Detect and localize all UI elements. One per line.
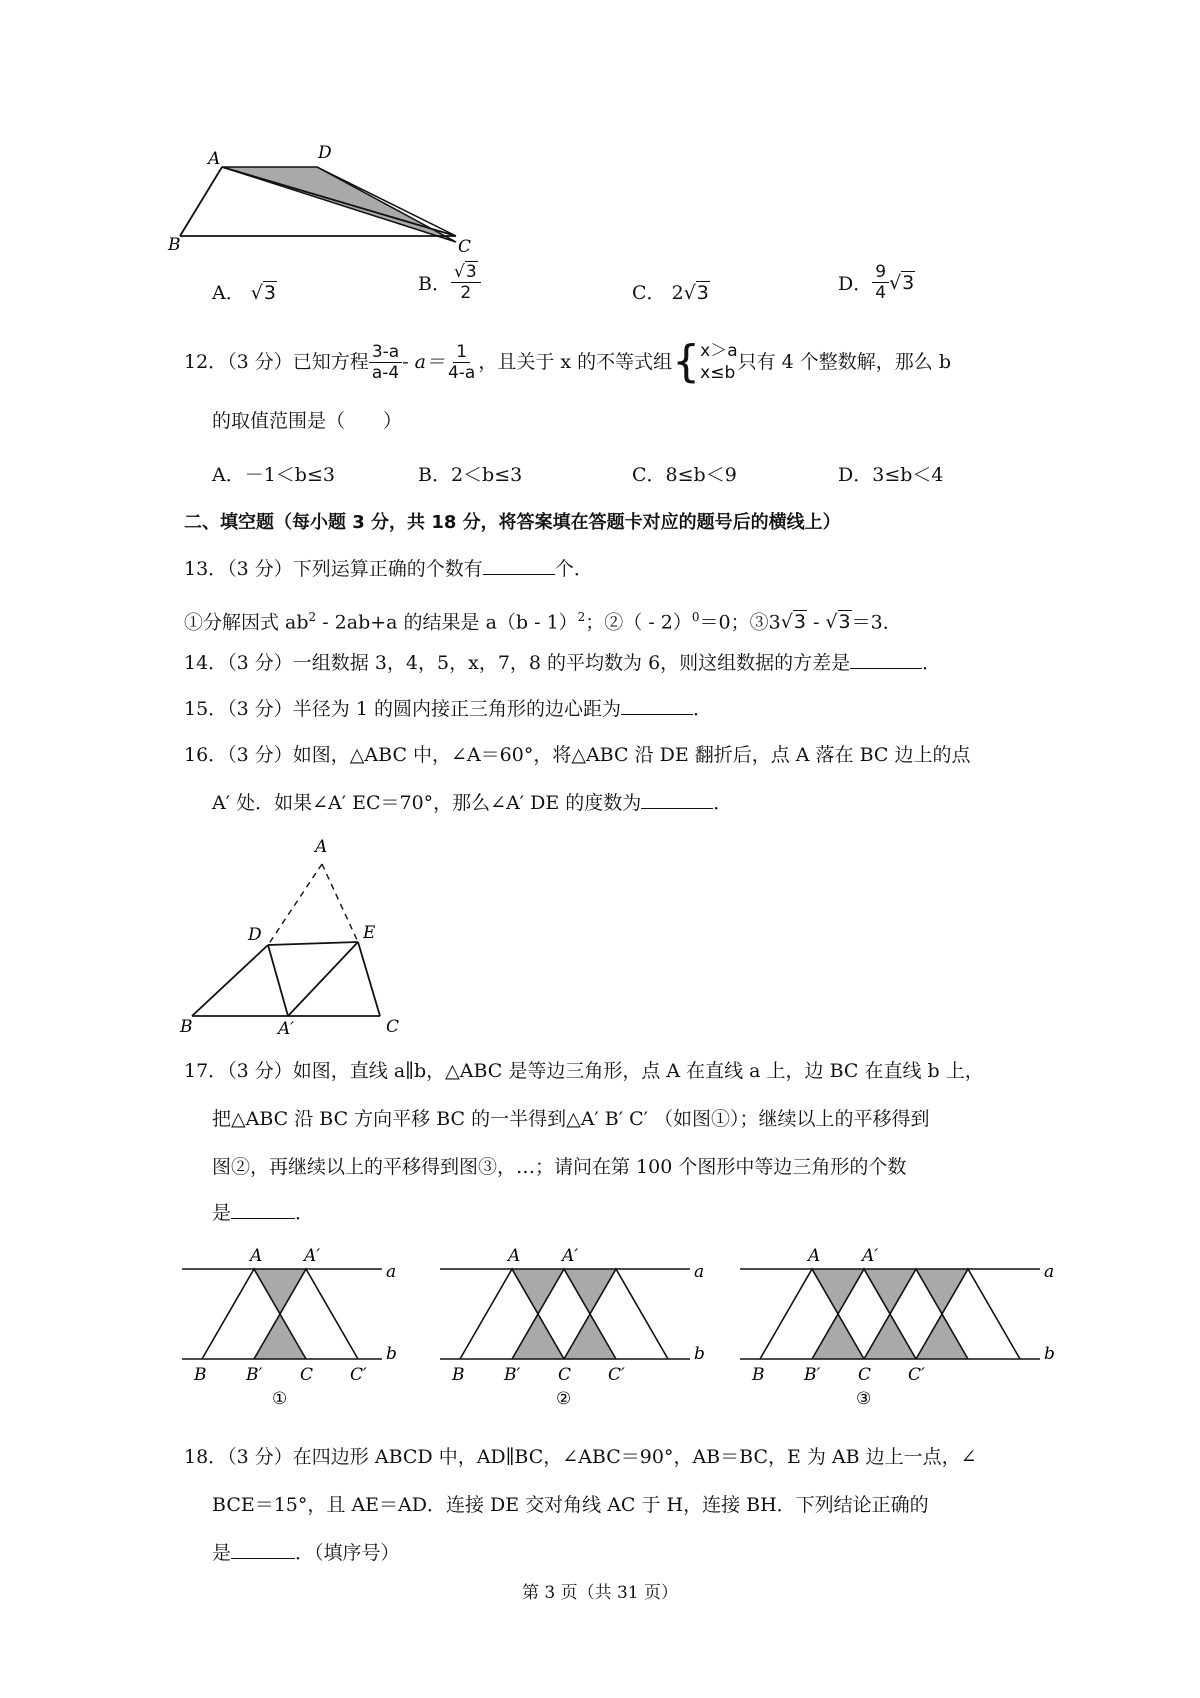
answer-blank[interactable] [231, 1540, 295, 1559]
q16-line1: 16．（3 分）如图，△ABC 中，∠A＝60°，将△ABC 沿 DE 翻折后，点 A 落在 BC 边上的点 [184, 744, 971, 766]
q15: 15．（3 分）半径为 1 的圆内接正三角形的边心距为 ． [184, 698, 712, 720]
inequality-system: x＞a x≤b [700, 341, 738, 383]
q12-line2: 的取值范围是（ ） [212, 410, 403, 432]
shaded-upper [254, 1269, 306, 1314]
q17-figure-3 [740, 1244, 1070, 1409]
caption: ② [556, 1389, 572, 1409]
label-b-prime: B′ [246, 1365, 263, 1385]
fraction: $\frac{√3}{2}$ [451, 262, 481, 303]
answer-blank[interactable] [850, 650, 922, 669]
label-d: D [248, 925, 262, 945]
label-c: C [458, 237, 472, 257]
q12-option-a: A．－1＜b≤3 [212, 464, 335, 486]
shaded-upper [812, 1269, 968, 1314]
sqrt-sign: √3 [825, 611, 851, 634]
label-line-b: b [1044, 1344, 1055, 1364]
edge-ea1 [288, 942, 358, 1016]
label-c: C [386, 1017, 400, 1037]
edge-db [192, 945, 268, 1016]
q12-option-c: C．8≤b＜9 [632, 464, 737, 486]
label-c: C [300, 1365, 314, 1385]
label-b: B [752, 1365, 765, 1385]
q11-option-c: C． 2√3 [632, 282, 709, 304]
page-footer: 第 3 页（共 31 页） [521, 1583, 679, 1603]
shaded-upper [512, 1269, 616, 1314]
label-c-prime: C′ [608, 1365, 625, 1385]
q11-option-b: B． $\frac{√3}{2}$ [418, 262, 481, 303]
label-c: C [858, 1365, 872, 1385]
label-b-prime: B′ [804, 1365, 821, 1385]
shaded-lower-1 [812, 1314, 864, 1359]
sqrt-sign: √3 [889, 271, 915, 294]
label-e: E [363, 923, 376, 943]
sqrt-sign: √3 [683, 282, 709, 304]
caption: ① [272, 1389, 288, 1409]
label-b-prime: B′ [504, 1365, 521, 1385]
q17-line3: 图②，再继续以上的平移得到图③，…；请问在第 100 个图形中等边三角形的个数 [212, 1156, 907, 1178]
label-a: A [508, 1246, 521, 1266]
sqrt-sign: √3 [780, 611, 806, 634]
q14: 14．（3 分）一组数据 3，4，5，x，7，8 的平均数为 6，则这组数据的方差是 ． [184, 652, 942, 674]
shaded-lower-2 [864, 1314, 916, 1359]
q11-option-d: D． $\frac{9}{4}$ √3 [838, 262, 915, 303]
answer-blank[interactable] [621, 696, 693, 715]
fold-dash-ae [322, 864, 358, 942]
fraction-1: $\frac{3-a}{a-4}$ [369, 342, 402, 383]
q12-option-b: B．2＜b≤3 [418, 464, 523, 486]
label-a: A [208, 149, 221, 169]
q11-option-a: A． √3 [212, 282, 276, 304]
q13-line2: ①分解因式 $ab^2 - 2ab+a$ 的结果是 a（b - 1）$^2$；②（ - 2）$^0$＝0；③3√3 - √3＝3． [184, 610, 902, 634]
shaded-lower-2 [564, 1314, 616, 1359]
label-d: D [318, 143, 332, 163]
caption: ③ [856, 1389, 872, 1409]
label-b: B [180, 1017, 193, 1037]
section-heading: 二、填空题（每小题 3 分，共 18 分，将答案填在答题卡对应的题号后的横线上） [184, 512, 841, 533]
label-c-prime: C′ [350, 1365, 367, 1385]
q17-line4: 是 ． [212, 1202, 315, 1224]
label-a: A [808, 1246, 821, 1266]
fold-dash-ad [268, 864, 322, 945]
label-line-b: b [386, 1344, 397, 1364]
edge-da1 [268, 945, 288, 1016]
q18-line3: 是 ．（填序号） [212, 1542, 400, 1564]
label-b: B [194, 1365, 207, 1385]
q18-line1: 18．（3 分）在四边形 ABCD 中，AD∥BC，∠ABC＝90°，AB＝BC，E 为 AB 边上一点，∠ [184, 1446, 977, 1468]
label-a: A [315, 837, 328, 857]
label-line-b: b [694, 1344, 705, 1364]
q11-figure [170, 140, 500, 265]
q12-line1: 12．（3 分）已知方程 $\frac{3-a}{a-4}$ - a＝ $\frac{1}{4-a}$ ，且关于 x 的不等式组 { x＞a x≤b 只有 4 个整数解，那么 b [184, 336, 952, 387]
shaded-lower-1 [512, 1314, 564, 1359]
label-a-prime: A′ [304, 1246, 321, 1266]
label-line-a: a [694, 1262, 705, 1282]
label-b: B [168, 235, 181, 255]
label-line-a: a [386, 1262, 397, 1282]
label-c: C [558, 1365, 572, 1385]
answer-blank[interactable] [231, 1200, 295, 1219]
q17-figure-1 [182, 1244, 402, 1409]
edge-ec [358, 942, 380, 1016]
label-a: A [250, 1246, 263, 1266]
edge-ab [180, 167, 222, 236]
edge-de [268, 942, 358, 945]
label-a-prime: A′ [562, 1246, 579, 1266]
sqrt-sign: √3 [453, 262, 477, 282]
system-brace: { [672, 336, 701, 387]
q18-line2: BCE＝15°，且 AE＝AD．连接 DE 交对角线 AC 于 H，连接 BH．下列结论正确的 [212, 1494, 929, 1516]
q17-figure-2 [440, 1244, 710, 1409]
label-c-prime: C′ [908, 1365, 925, 1385]
answer-blank[interactable] [483, 556, 555, 575]
q12-option-d: D．3≤b＜4 [838, 464, 944, 486]
q13-line1: 13．（3 分）下列运算正确的个数有 个． [184, 558, 593, 580]
q16-line2: A′ 处．如果∠A′ EC＝70°，那么∠A′ DE 的度数为 ． [212, 792, 733, 814]
label-a-prime: A′ [862, 1246, 879, 1266]
label-line-a: a [1044, 1262, 1055, 1282]
label-b: B [452, 1365, 465, 1385]
fraction: $\frac{9}{4}$ [872, 262, 889, 303]
label-a-prime: A′ [278, 1019, 295, 1039]
shaded-lower [254, 1314, 306, 1359]
sqrt-sign: √3 [250, 282, 276, 304]
fraction-2: $\frac{1}{4-a}$ [447, 341, 476, 383]
q17-line1: 17．（3 分）如图，直线 a∥b，△ABC 是等边三角形，点 A 在直线 a 上，边 BC 在直线 b 上， [184, 1060, 984, 1082]
shaded-lower-3 [916, 1314, 968, 1359]
q17-line2: 把△ABC 沿 BC 方向平移 BC 的一半得到△A′ B′ C′ （如图①）；继续以上的平移得到 [212, 1108, 930, 1130]
q16-figure [180, 836, 410, 1039]
answer-blank[interactable] [641, 790, 713, 809]
